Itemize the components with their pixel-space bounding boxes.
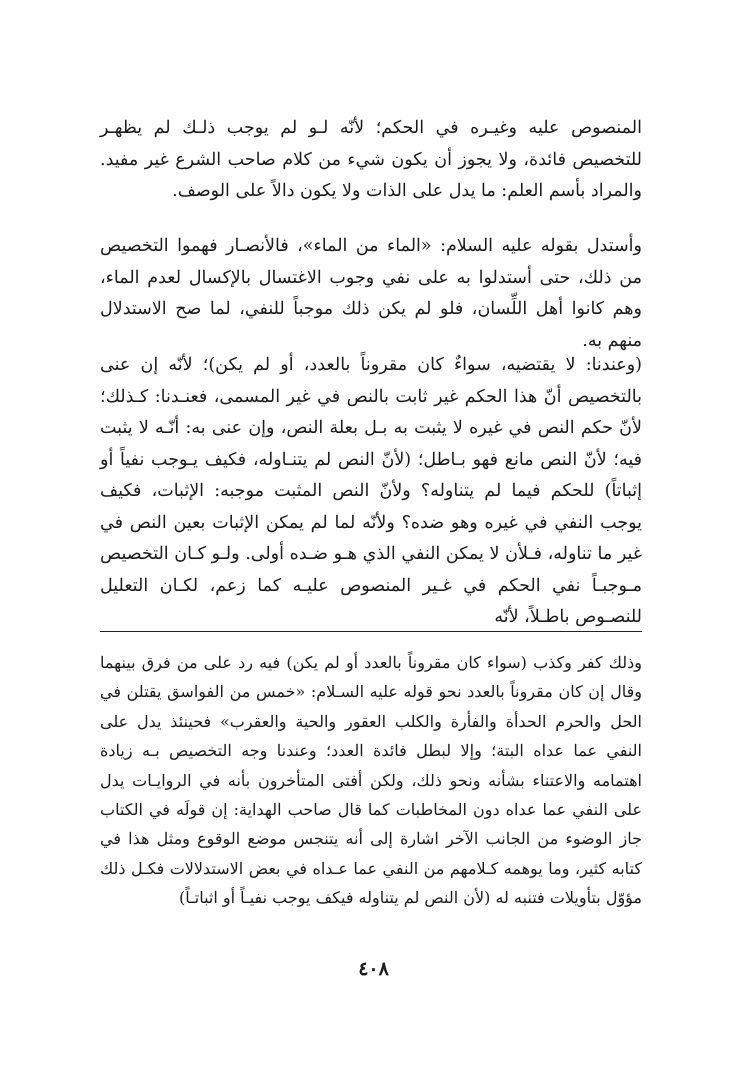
body-paragraph-1: المنصوص عليه وغيـره في الحكم؛ لأنّه لـو لم يوجب ذلـك لم يظهـر للتخصيص فائدة، ولا يجوز أن يكون شيء من كلام صاحب الشرع غير مفيد. والمراد بأسم العلم: ما يدل على الذات ولا يكون دالاً على الوصف.	[100, 118, 642, 201]
body-paragraph-2: وأستدل بقوله عليه السلام: «الماء من الماء»، فالأنصـار فهموا التخصيص من ذلك، حتى أستدلوا به على نفي وجوب الاغتسال بالإكسال لعدم الماء، وهم كانوا أهل اللِّسان، فلو لم يكن ذلك موجباً للنفي، لما صح الاستدلال منهم به.	[100, 236, 642, 351]
page-number: ٤٠٨	[358, 958, 389, 980]
footnote-divider	[100, 631, 642, 632]
body-paragraph-3: (وعندنا: لا يقتضيه، سواءٌ كان مقروناً بالعدد، أو لم يكن)؛ لأنّه إن عنى بالتخصيص أنّ هذا الحكم غير ثابت بالنص في غير المسمى، فعنـدنا: كـذلك؛ لأنّ حكم النص في غيره لا يثبت به بـل بعلة النص، وإن عنى به: أنّـه لا يثبت فيه؛ لأنّ النص مانع فهو بـاطل؛ (لأنّ النص لم يتنـاوله، فكيف يـوجب نفياً أو إثباتاً) للحكم فيما لم يتناوله؟ ولأنّ النص المثبت موجبه: الإثبات، فكيف يوجب النفي في غيره وهو ضده؟ ولأنّه لما لم يمكن الإثبات بعين النص في غير ما تناوله، فـلأن لا يمكن النفي الذي هـو ضـده أولى. ولـو كـان التخصيص مـوجبـاً نفي الحكم في غـير المنصوص عليـه كما زعم، لكـان التعليل للنصـوص باطـلاً، لأنّه	[100, 355, 642, 627]
footnote-text: وذلك كفر وكذب (سواء كان مقروناً بالعدد أو لم يكن) فيه رد على من فرق بينهما وقال إن كان مقروناً بالعدد نحو قوله عليه السـلام: «خمس من الفواسق يقتلن في الحل والحرم الحدأة والفأرة والكلب العقور والحية والعقرب» فحينئذ يدل على النفي عما عداه البتة؛ وإلا لبطل فائدة العدد؛ وعندنا وجه التخصيص بـه زيادة اهتمامه والاعتناء بشأنه ونحو ذلك، ولكن أفتى المتأخرون بأنه في الروايـات يدل على النفي عما عداه دون المخاطبات كما قال صاحب الهداية: إن قولَه في الكتاب جاز الوضوء من الجانب الآخر اشارة إلى أنه يتنجس موضع الوقوع ومثل هذا في كتابه كثير، وما يوهمه كـلامهم من النفي عما عـداه في بعض الاستدلالات فكـل ذلك مؤوّل بتأويلات فتنبه له (لأن النص لم يتناوله فيكف يوجب نفيـاً أو اثباتـاً)	[100, 653, 642, 908]
